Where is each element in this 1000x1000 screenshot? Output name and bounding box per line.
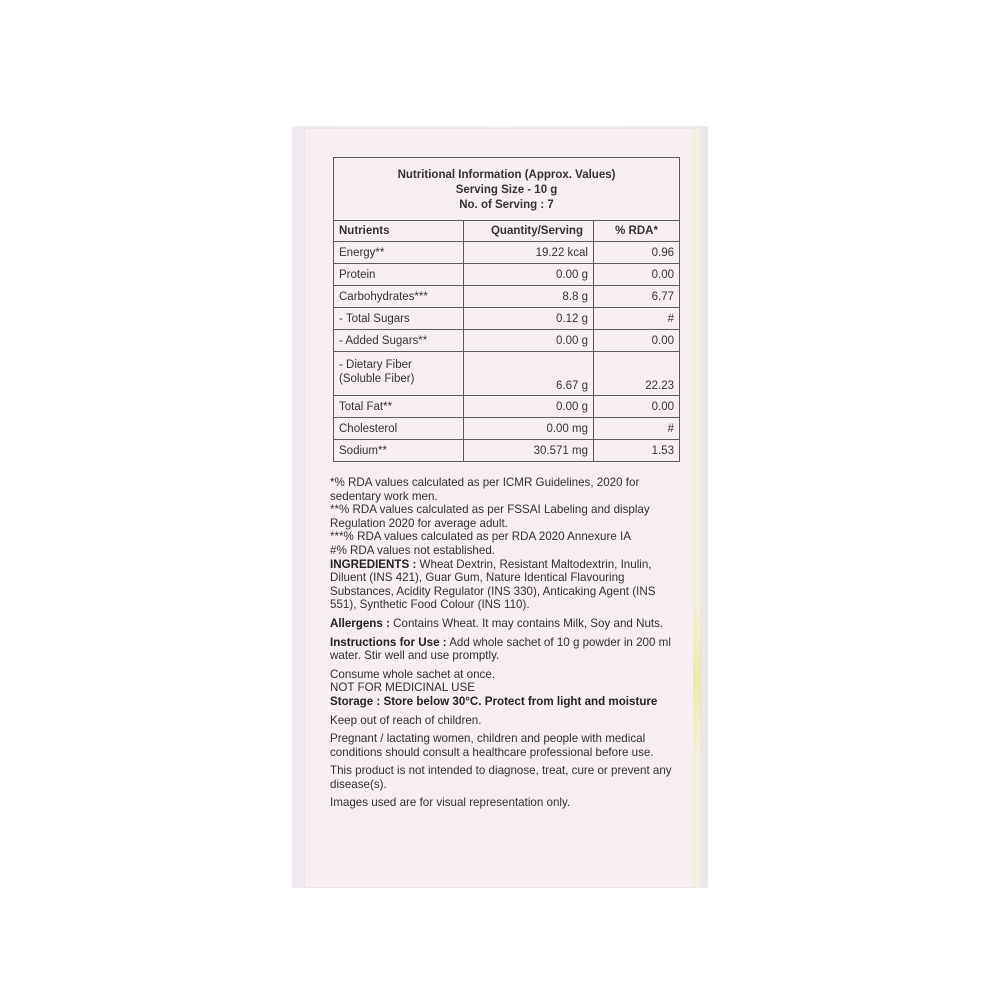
- quantity-cell: 0.12 g: [464, 308, 594, 330]
- package-side-strip: [693, 129, 702, 887]
- nutrition-table: [333, 157, 680, 462]
- nutrient-cell: Total Fat**: [334, 396, 464, 418]
- footnote-fssai: **% RDA values calculated as per FSSAI Labeling and display Regulation 2020 for average adult.: [330, 503, 650, 530]
- label-text-block: [330, 476, 682, 810]
- table-title-line: Nutritional Information (Approx. Values): [397, 168, 616, 181]
- nutrient-cell: Carbohydrates***: [334, 286, 464, 308]
- nutrient-cell: - Added Sugars**: [334, 330, 464, 352]
- instructions-text: Add whole sachet of 10 g powder in 200 ml water. Stir well and use promptly.: [330, 635, 671, 663]
- number-of-servings: No. of Serving : 7: [459, 198, 554, 211]
- quantity-cell: 30.571 mg: [464, 440, 594, 462]
- table-row: [334, 440, 680, 462]
- table-row: [334, 396, 680, 418]
- footnote-rda-annexure: ***% RDA values calculated as per RDA 2020 Annexure IA: [330, 530, 631, 544]
- rda-cell: 0.00: [594, 396, 680, 418]
- consume-note: Consume whole sachet at once.: [330, 667, 495, 681]
- serving-size: Serving Size - 10 g: [455, 183, 558, 196]
- nutrient-line: - Dietary Fiber: [339, 359, 412, 371]
- quantity-cell: 0.00 mg: [464, 418, 594, 440]
- rda-cell: 1.53: [594, 440, 680, 462]
- pregnant-note: Pregnant / lactating women, children and people with medical conditions should consult a healthcare professional before use.: [330, 732, 654, 759]
- storage-text: Storage : Store below 30°C. Protect from light and moisture: [330, 694, 658, 708]
- nutrient-cell: Protein: [334, 264, 464, 286]
- rda-cell: 6.77: [594, 286, 680, 308]
- ingredients-text: Wheat Dextrin, Resistant Maltodextrin, Inulin, Diluent (INS 421), Guar Gum, Nature Identical Flavouring Substances, Acidity Regulator (INS 330), Anticaking Agent (INS 551), Synthetic Food Colour (INS 110).: [330, 557, 656, 612]
- keep-out-note: Keep out of reach of children.: [330, 713, 482, 727]
- ingredients-label: INGREDIENTS :: [330, 557, 417, 571]
- nutrient-cell: [334, 352, 464, 396]
- quantity-cell: 8.8 g: [464, 286, 594, 308]
- table-row: [334, 352, 680, 396]
- footnote-icmr: *% RDA values calculated as per ICMR Guidelines, 2020 for sedentary work men.: [330, 476, 640, 503]
- rda-cell: 0.00: [594, 264, 680, 286]
- allergens-text: Contains Wheat. It may contains Milk, Soy and Nuts.: [389, 616, 664, 630]
- nutrient-cell: Sodium**: [334, 440, 464, 462]
- table-row: [334, 242, 680, 264]
- quantity-cell: 0.00 g: [464, 264, 594, 286]
- ingredients-paragraph: [330, 558, 682, 612]
- nutrient-cell: Cholesterol: [334, 418, 464, 440]
- nutrient-cell: - Total Sugars: [334, 308, 464, 330]
- quantity-cell: 19.22 kcal: [464, 242, 594, 264]
- not-intended-note: This product is not intended to diagnose, treat, cure or prevent any disease(s).: [330, 764, 672, 791]
- rda-cell: #: [594, 418, 680, 440]
- allergens-paragraph: [330, 617, 682, 631]
- allergens-label: Allergens :: [330, 616, 390, 630]
- table-row: [334, 308, 680, 330]
- rda-cell: #: [594, 308, 680, 330]
- header-quantity: Quantity/Serving: [464, 221, 594, 242]
- rda-cell: 22.23: [594, 352, 680, 396]
- nutrition-table-title: [334, 158, 680, 221]
- footnote-not-established: #% RDA values not established.: [330, 543, 495, 557]
- header-rda: % RDA*: [594, 221, 680, 242]
- instructions-label: Instructions for Use :: [330, 635, 447, 649]
- quantity-cell: 0.00 g: [464, 330, 594, 352]
- instructions-paragraph: [330, 636, 682, 663]
- header-nutrients: Nutrients: [334, 221, 464, 242]
- not-medicinal-note: NOT FOR MEDICINAL USE: [330, 681, 475, 695]
- storage-note: [330, 695, 682, 709]
- nutrient-cell: Energy**: [334, 242, 464, 264]
- nutrient-line-sub: (Soluble Fiber): [339, 373, 415, 385]
- table-row: [334, 286, 680, 308]
- images-note: Images used are for visual representation only.: [330, 796, 571, 810]
- quantity-cell: 0.00 g: [464, 396, 594, 418]
- quantity-cell: 6.67 g: [464, 352, 594, 396]
- rda-cell: 0.00: [594, 330, 680, 352]
- table-row: [334, 264, 680, 286]
- table-header-row: [334, 221, 680, 242]
- rda-cell: 0.96: [594, 242, 680, 264]
- table-row: [334, 330, 680, 352]
- table-row: [334, 418, 680, 440]
